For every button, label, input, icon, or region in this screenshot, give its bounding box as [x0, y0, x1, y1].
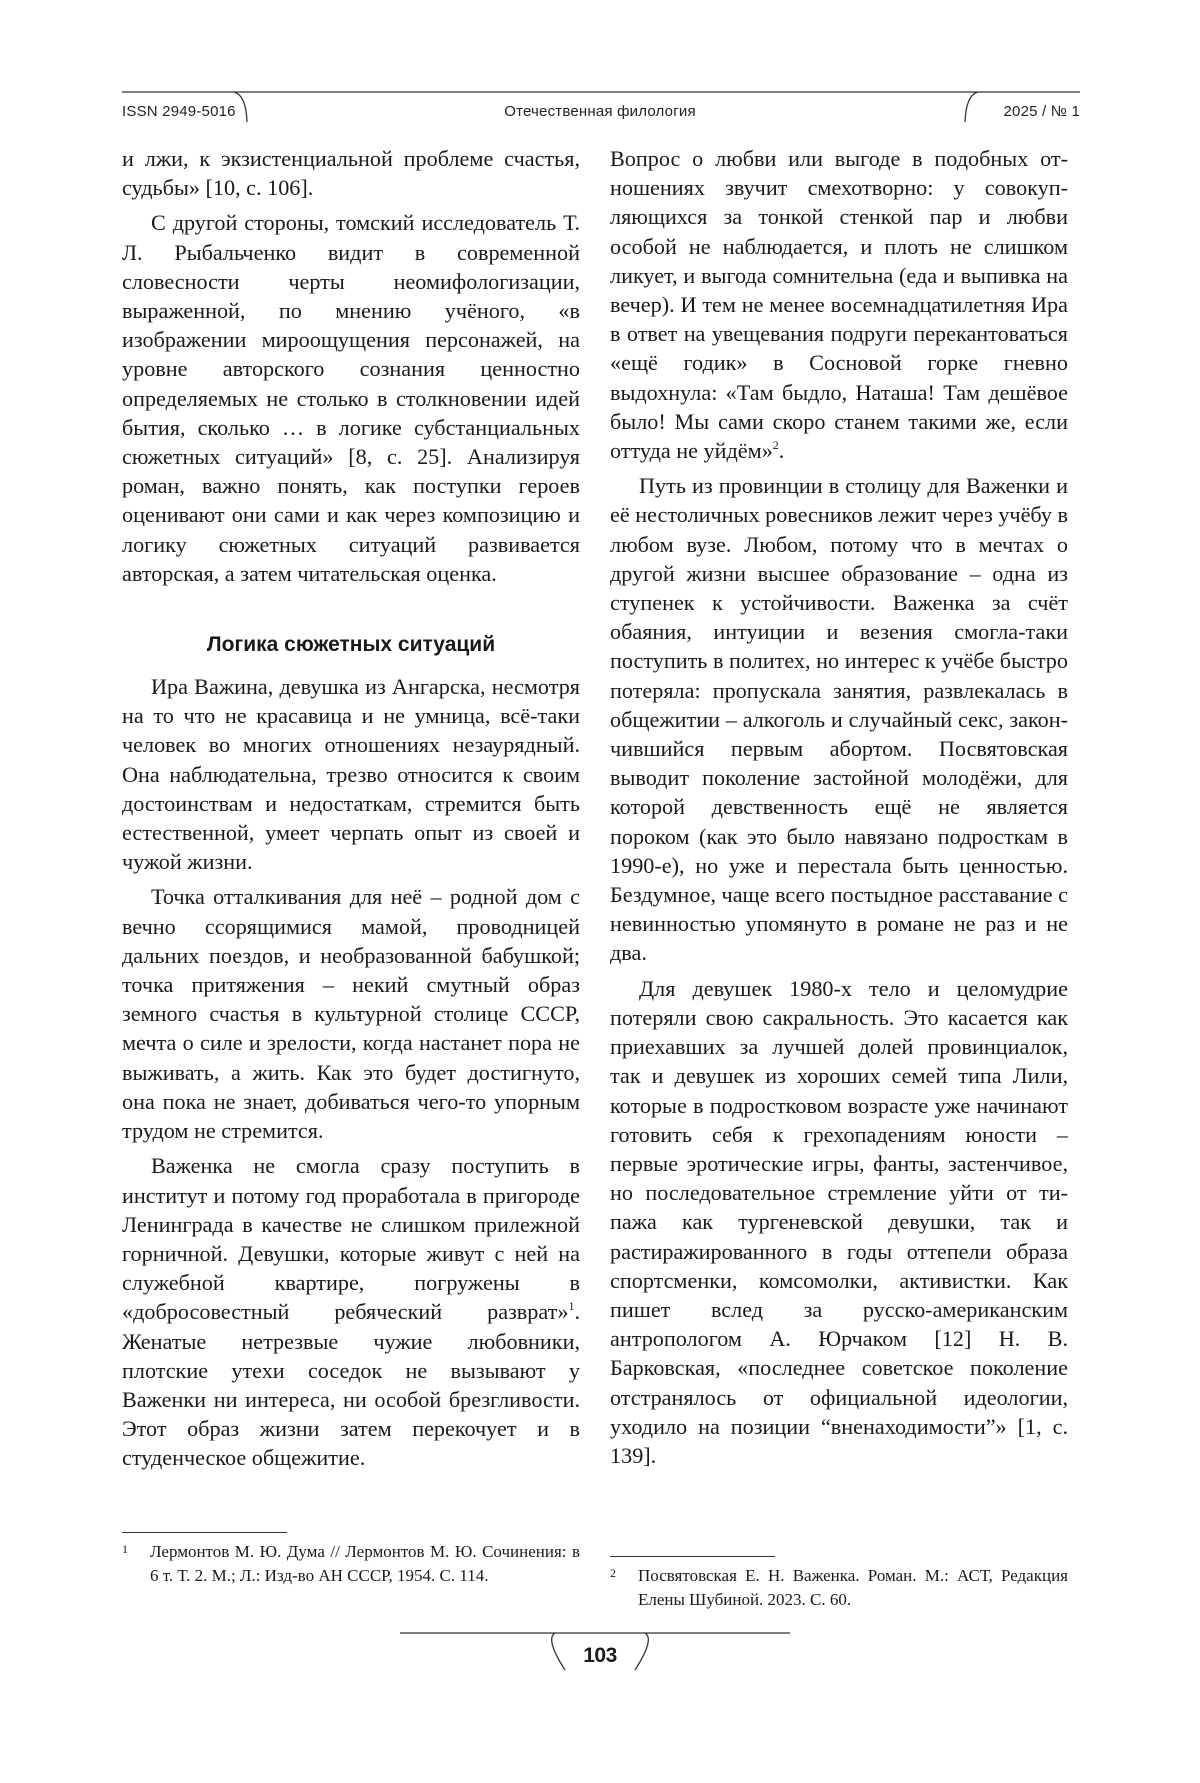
paragraph: Ира Важина, девушка из Ангарска, несмотря на то что не красавица и не умница, всё-таки человек во многих отношениях незаурядный. Она наблюдательна, трезво относится к своим достоинствам и недостаткам, стремится быть естественной, умеет черпать опыт из своей и чужой жизни.: [122, 674, 580, 875]
paragraph-text: . Женатые нетрезвые чужие любовники, плотские утехи соседок не вызывают у Важенки ни интереса, ни особой брезгливости. Этот образ жизни затем перекочует и в студенческое общежитие.: [122, 1299, 580, 1471]
paragraph: [122, 1151, 580, 1472]
paragraph: [610, 144, 1068, 465]
section-heading: Логика сюжетных ситуаций: [206, 633, 496, 657]
left-column: [122, 144, 580, 1473]
journal-title: Отечественная филология: [504, 103, 696, 120]
paragraph-text: .: [778, 438, 785, 464]
footnote-1: [122, 1540, 580, 1587]
paragraph: С другой стороны, томский исследователь Т. Л. Рыбальченко видит в современной словесности черты неомифологизации, выраженной, по мнению учёного, «в изображении мироощущения персонажей, на уровне авторского сознания ценностно определяемых не столько в столкновении идей бытия, сколько … в логике субстанциальных сюжетных ситуаций» [8, с. 25]. Анализируя роман, важно понять, как поступки героев оценивают они сами и как через композицию и логику сюжетных ситуаций развивается авторская, а затем читательская оценка.: [122, 210, 580, 586]
footnote-rule: [610, 1556, 775, 1557]
footnote-ref: 1: [568, 1299, 575, 1314]
footnote-number: 1: [122, 1542, 128, 1556]
page-number: 103: [583, 1644, 617, 1667]
paragraph: и лжи, к экзистенциальной проблеме счастья, судьбы» [10, с. 106].: [122, 146, 580, 201]
footnote-text: Лермонтов М. Ю. Дума // Лермонтов М. Ю. Сочинения: в 6 т. Т. 2. М.; Л.: Изд-во АН СССР, 1954. С. 114.: [150, 1542, 580, 1585]
paragraph: Точка отталкивания для неё – родной дом с вечно ссорящимися мамой, проводницей дальних поездов, и необразованной бабушкой; точка притяжения – некий смутный образ земного счастья в культурной столице СССР, мечта о силе и зрелости, когда настанет пора не выживать, а жить. Как это будет достигнуто, она пока не знает, добиваться чего-то упорным трудом не стремится.: [122, 884, 580, 1144]
footnote-text: Посвятовская Е. Н. Важенка. Роман. М.: АСТ, Редакция Елены Шубиной. 2023. С. 60.: [638, 1566, 1068, 1609]
paragraph-text: Важенка не смогла сразу поступить в институт и потому год проработала в пригороде Ленинграда в качестве не слишком прилежной горничной. Девушки, которые живут с ней на служебной квартире, погружены в «добросовестный ребяческий разврат»: [122, 1153, 580, 1325]
paragraph: Для девушек 1980-х тело и целомудрие потеряли свою сакральность. Это касается как приехавших за лучшей долей провинциалок, так и девушек из хороших семей типа Лили, которые в подростковом возрасте уже начинают готовить себя к грехопадениям юности – первые эротические игры, фанты, застенчивое, но последовательное стремление уйти от типажа как тургеневской девушки, так и растиражированного в годы оттепели образа спортсменки, комсомолки, активистки. Как пишет вслед за русско-американским антропологом А. Юрчаком [12] Н. В. Барковская, «последнее советское поколение отстранялось от официальной идеологии, уходило на позиции “вненаходимости”» [1, с. 139].: [610, 975, 1068, 1468]
paragraph-text: Вопрос о любви или выгоде в подобных отношениях звучит смехотворно: у совокупляющихся за тонкой стенкой пар и любви особой не наблюдается, и плоть не слишком ликует, и выгода сомнительна (еда и выпивка на вечер). И тем не менее восемнадцатилетняя Ира в ответ на увещевания подруги перекантоваться «ещё годик» в Сосновой горке гневно выдохнула: «Там быдло, Наташа! Там дешёвое было! Мы сами скоро станем такими же, если оттуда не уйдём»: [610, 146, 1068, 464]
running-header: [0, 0, 1200, 140]
right-column: [610, 144, 1068, 1470]
issue-label: 2025 / № 1: [1003, 103, 1080, 120]
footnote-rule: [122, 1532, 287, 1533]
issn-label: ISSN 2949-5016: [122, 103, 236, 120]
paragraph: Путь из провинции в столицу для Важенки и её нестоличных ровесников лежит через учёбу в любом вузе. Любом, потому что в мечтах о другой жизни высшее образование – одна из ступенек к устойчивости. Важенка за счёт обаяния, интуиции и везения смогла-таки поступить в политех, но интерес к учёбе быстро потеряла: пропускала занятия, развлекалась в общежитии – алкоголь и случайный секс, закончившийся первым абортом. Посвятовская выводит поколение застойной молодёжи, для которой девственность ещё не является пороком (как это было навязано подросткам в 1990-е), но уже и перестала быть ценностью. Бездумное, чаще всего постыдное расставание с невинностью упомянуто в романе не раз и не два.: [610, 473, 1068, 966]
footnote-2: [610, 1564, 1068, 1611]
footnote-number: 2: [610, 1566, 616, 1580]
footnote-ref: 2: [772, 438, 779, 453]
